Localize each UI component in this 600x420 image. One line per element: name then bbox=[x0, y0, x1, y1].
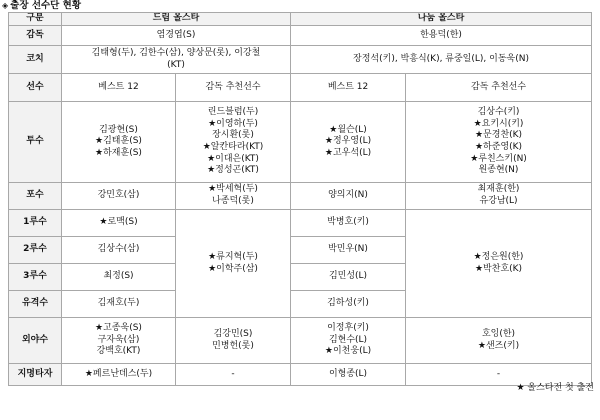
player-name: ★이천웅(L) bbox=[324, 346, 372, 357]
third-base-label: 3루수 bbox=[9, 264, 62, 291]
player-name: ★페르난데스(두) bbox=[84, 368, 153, 379]
player-name: ★루친스키(N) bbox=[470, 153, 527, 164]
dream-shortstop bbox=[62, 291, 176, 318]
player-name: ★로맥(S) bbox=[99, 217, 138, 228]
nanum-recommended-header: 감독 추천선수 bbox=[406, 74, 592, 102]
header-nanum-allstar: 나눔 올스타 bbox=[291, 13, 592, 26]
header-category: 구분 bbox=[9, 13, 62, 26]
nanum-recommended-outfielders bbox=[406, 318, 592, 364]
player-name: 김태형(두), 김한수(삼), 양상문(롯), 이강철 bbox=[91, 47, 261, 58]
nanum-third-base bbox=[291, 264, 406, 291]
player-name: 장정석(키), 박흥식(K), 류중일(L), 이동욱(N) bbox=[353, 53, 529, 64]
dream-best-outfielders bbox=[62, 318, 176, 364]
player-name: 호잉(한) bbox=[481, 328, 516, 339]
player-name: 김재호(두) bbox=[97, 298, 140, 309]
dream-best-dh bbox=[62, 364, 176, 386]
player-name: ★고우석(L) bbox=[324, 147, 372, 158]
diamond-bullet-icon: ◈ bbox=[2, 1, 9, 10]
player-name: - bbox=[231, 368, 235, 379]
dream-recommended-pitchers bbox=[176, 102, 291, 183]
player-name: 양의지(N) bbox=[328, 190, 368, 201]
nanum-recommended-pitchers bbox=[406, 102, 592, 183]
coach-row bbox=[9, 46, 592, 74]
players-label: 선수 bbox=[9, 74, 62, 102]
designated-hitter-row bbox=[9, 364, 592, 386]
player-name: 이정후(키) bbox=[327, 323, 369, 334]
roster-table bbox=[8, 12, 592, 386]
player-name: ★박찬호(K) bbox=[474, 263, 523, 274]
player-name: ★하재훈(S) bbox=[95, 147, 142, 158]
coach-label: 코치 bbox=[9, 46, 62, 74]
dream-second-base bbox=[62, 237, 176, 264]
dream-best12-header: 베스트 12 bbox=[62, 74, 176, 102]
player-name: ★요키시(키) bbox=[473, 118, 524, 129]
player-name: ★정은원(한) bbox=[473, 251, 524, 262]
first-allstar-footnote: ★ 올스타전 첫 출전 bbox=[516, 383, 594, 393]
player-name: (KT) bbox=[167, 59, 185, 70]
player-name: 김상수(삼) bbox=[97, 244, 140, 255]
page-title bbox=[2, 0, 81, 12]
player-name: 이형종(L) bbox=[328, 368, 368, 379]
dream-recommended-infielders bbox=[176, 210, 291, 318]
nanum-second-base bbox=[291, 237, 406, 264]
player-name: 최재훈(한) bbox=[477, 184, 520, 195]
shortstop-label: 유격수 bbox=[9, 291, 62, 318]
nanum-best-outfielders bbox=[291, 318, 406, 364]
player-name: ★윌슨(L) bbox=[329, 124, 367, 135]
catcher-row bbox=[9, 183, 592, 210]
dream-coaches bbox=[62, 46, 291, 74]
dream-recommended-outfielders bbox=[176, 318, 291, 364]
pitcher-label: 투수 bbox=[9, 102, 62, 183]
pitcher-row bbox=[9, 102, 592, 183]
manager-label: 감독 bbox=[9, 26, 62, 46]
player-name: 구자욱(삼) bbox=[97, 334, 140, 345]
dream-recommended-catchers bbox=[176, 183, 291, 210]
dream-first-base bbox=[62, 210, 176, 237]
player-name: ★정우영(L) bbox=[324, 136, 372, 147]
player-name: 유강남(L) bbox=[479, 196, 518, 206]
header-dream-allstar: 드림 올스타 bbox=[62, 13, 291, 26]
player-name: ★류지혁(두) bbox=[208, 251, 258, 262]
player-name: ★이학주(삼) bbox=[208, 263, 258, 274]
player-name: ★하준영(K) bbox=[474, 142, 523, 152]
player-name: 원종현(N) bbox=[478, 165, 519, 176]
nanum-manager: 한용덕(한) bbox=[291, 26, 592, 46]
nanum-coaches bbox=[291, 46, 592, 74]
player-name: 김하성(키) bbox=[327, 298, 369, 309]
player-name: ★알칸타라(KT) bbox=[202, 142, 264, 152]
nanum-best-catcher bbox=[291, 183, 406, 210]
header-row bbox=[9, 13, 592, 26]
player-name: 김강민(S) bbox=[213, 328, 253, 339]
players-header-row bbox=[9, 74, 592, 102]
player-name: 김상수(키) bbox=[477, 107, 520, 118]
dream-recommended-dh bbox=[176, 364, 291, 386]
dream-third-base bbox=[62, 264, 176, 291]
catcher-label: 포수 bbox=[9, 183, 62, 210]
nanum-best12-header: 베스트 12 bbox=[291, 74, 406, 102]
nanum-best-dh bbox=[291, 364, 406, 386]
dream-recommended-header: 감독 추천선수 bbox=[176, 74, 291, 102]
player-name: ★고종욱(S) bbox=[95, 323, 142, 334]
player-name: 김현수(L) bbox=[328, 334, 368, 345]
nanum-shortstop bbox=[291, 291, 406, 318]
player-name: ★이영하(두) bbox=[208, 118, 258, 129]
player-name: 박병호(키) bbox=[327, 217, 369, 228]
player-name: 강백호(KT) bbox=[96, 346, 141, 357]
player-name: 민병헌(롯) bbox=[212, 340, 254, 351]
player-name: ★이대은(KT) bbox=[207, 153, 259, 164]
player-name: 장시환(롯) bbox=[212, 130, 254, 141]
manager-row bbox=[9, 26, 592, 46]
nanum-best-pitchers bbox=[291, 102, 406, 183]
first-base-row bbox=[9, 210, 592, 237]
player-name: ★정성곤(KT) bbox=[207, 165, 259, 176]
player-name: 강민호(삼) bbox=[97, 190, 140, 201]
player-name: ★김태훈(S) bbox=[95, 136, 142, 147]
dream-best-catcher bbox=[62, 183, 176, 210]
player-name: 최정(S) bbox=[103, 271, 134, 282]
nanum-recommended-catchers bbox=[406, 183, 592, 210]
outfield-label: 외야수 bbox=[9, 318, 62, 364]
player-name: ★박세혁(두) bbox=[208, 184, 258, 195]
player-name: 박민우(N) bbox=[328, 244, 368, 255]
outfield-row bbox=[9, 318, 592, 364]
player-name: 김민성(L) bbox=[328, 271, 368, 282]
player-name: ★샌즈(키) bbox=[477, 340, 520, 351]
designated-hitter-label: 지명타자 bbox=[9, 364, 62, 386]
player-name: - bbox=[496, 368, 501, 379]
player-name: 김광현(S) bbox=[99, 124, 138, 135]
first-base-label: 1루수 bbox=[9, 210, 62, 237]
nanum-first-base bbox=[291, 210, 406, 237]
player-name: 나종덕(롯) bbox=[212, 196, 254, 206]
player-name: ★문경찬(K) bbox=[474, 130, 523, 141]
nanum-recommended-infielders bbox=[406, 210, 592, 318]
page-title-text: 출장 선수단 현황 bbox=[10, 0, 82, 11]
second-base-label: 2루수 bbox=[9, 237, 62, 264]
player-name: 린드블럼(두) bbox=[207, 107, 259, 118]
dream-best-pitchers bbox=[62, 102, 176, 183]
dream-manager: 염경엽(S) bbox=[62, 26, 291, 46]
